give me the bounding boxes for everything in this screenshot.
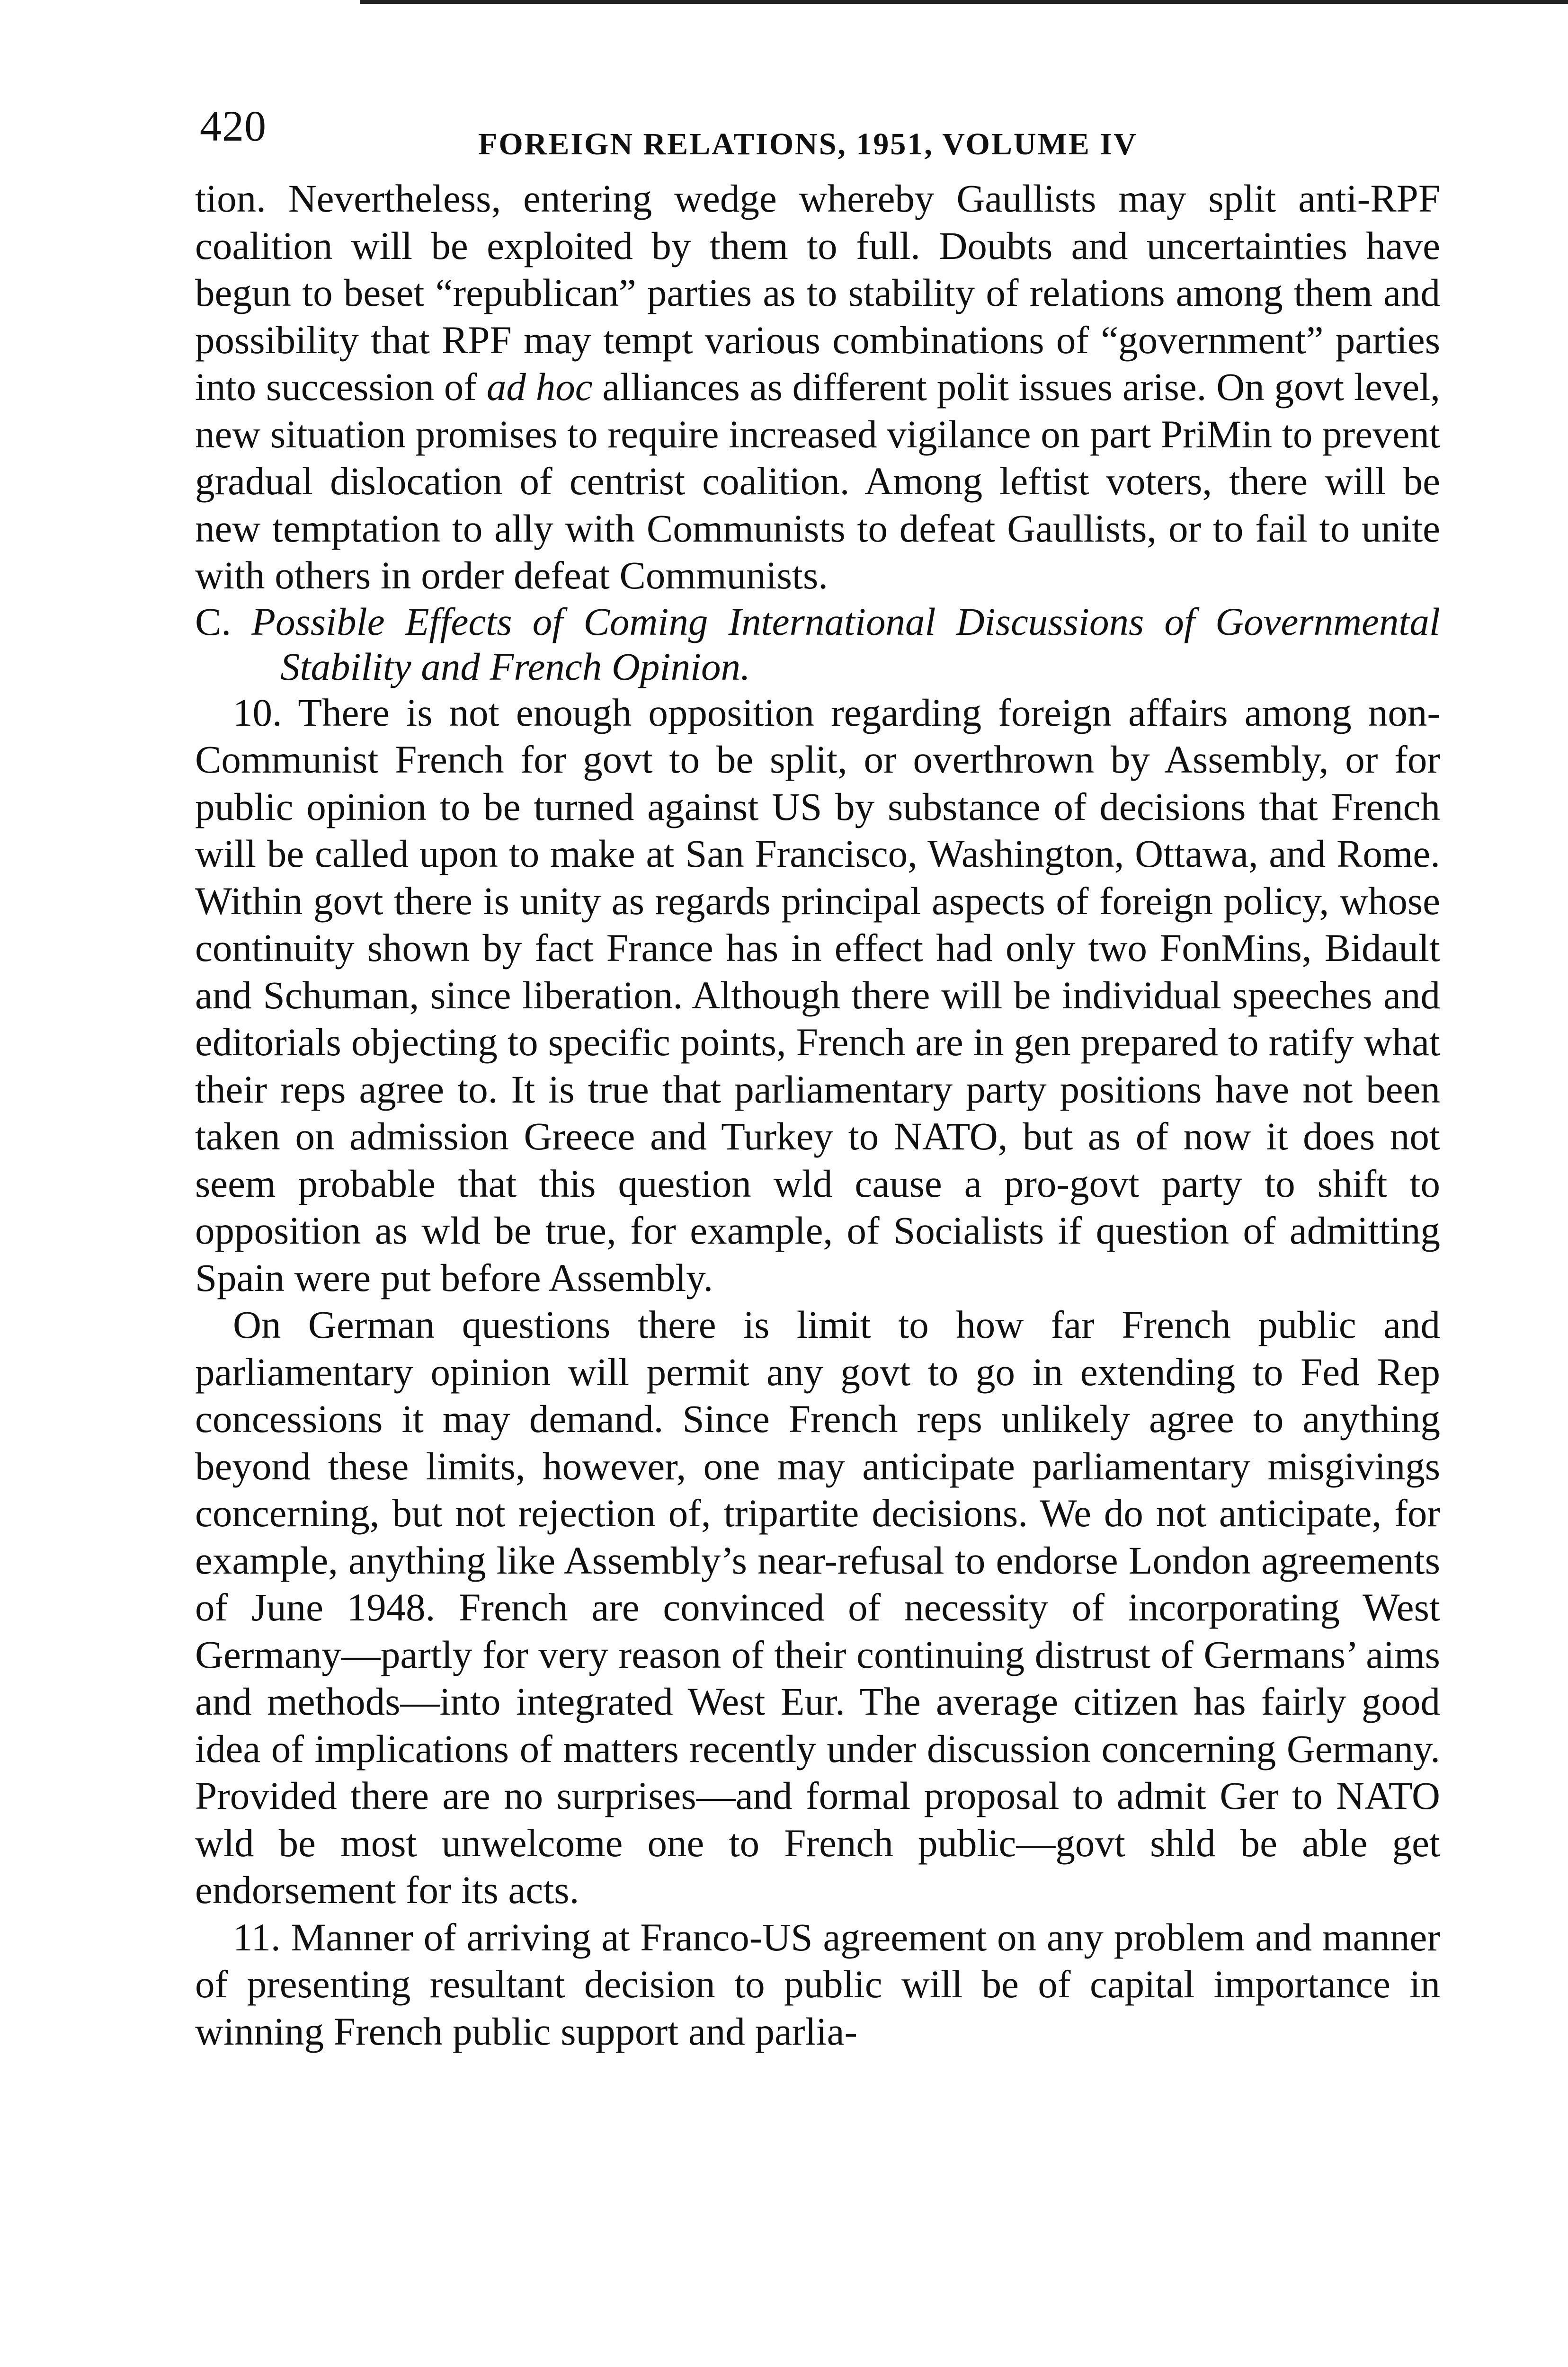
section-heading-c xyxy=(195,599,1440,689)
document-page xyxy=(195,95,1440,2367)
paragraph-continuation-text-b: alliances as different polit issues arise. On govt level, new situation promises to require increased vigilance on part PriMin to prevent gradual dislocation of centrist coalition. Among leftist voters, there will be new temptation to ally with Communists to defeat Gaullists, or to fail to unite with others in order defeat Communists. xyxy=(195,365,1441,597)
paragraph-german-questions: On German questions there is limit to how far French public and parliamentary opinion will permit any govt to go in extending to Fed Rep concessions it may demand. Since French reps unlikely agree to anything beyond these limits, however, one may anticipate parliamentary misgivings concerning, but not rejection of, tripartite decisions. We do not anticipate, for example, anything like Assembly’s near-refusal to endorse London agreements of June 1948. French are convinced of necessity of incorporating West Germany—partly for very reason of their continuing distrust of Germans’ aims and methods—into integrated West Eur. The average citizen has fairly good idea of implications of matters recently under discussion concerning Germany. Provided there are no surprises—and formal proposal to admit Ger to NATO wld be most unwelcome one to French public—govt shld be able get endorsement for its acts. xyxy=(195,1303,1440,1912)
running-title: FOREIGN RELATIONS, 1951, VOLUME IV xyxy=(478,127,1138,161)
italic-ad-hoc: ad hoc xyxy=(486,365,593,409)
paragraph-11: 11. Manner of arriving at Franco-US agreement on any problem and manner of presenting resultant decision to public will be of capital importance in winning French public support and parlia- xyxy=(195,1915,1440,2053)
section-heading-c-label: C. xyxy=(195,599,252,643)
paragraph-continuation xyxy=(195,175,1440,599)
running-header xyxy=(195,95,1440,175)
paragraph-continuation-text-a: tion. Nevertheless, entering wedge whereby Gaullists may split anti-RPF coalition will be exploited by them to full. Doubts and uncertainties have begun to beset “republican” parties as to stability of relations among them and possibility that RPF may tempt various combinations of “government” parties into succession of xyxy=(195,177,1440,409)
body-text xyxy=(195,175,1440,2055)
page-number: 420 xyxy=(200,102,267,150)
section-heading-c-text: Possible Effects of Coming International Discussions of Governmental Stability and French Opinion. xyxy=(251,599,1440,688)
top-border-rule xyxy=(360,0,1568,4)
paragraph-10: 10. There is not enough opposition regarding foreign affairs among non-Communist French for govt to be split, or overthrown by Assembly, or for public opinion to be turned against US by substance of decisions that French will be called upon to make at San Francisco, Washington, Ottawa, and Rome. Within govt there is unity as regards principal aspects of foreign policy, whose continuity shown by fact France has in effect had only two FonMins, Bidault and Schuman, since liberation. Although there will be individual speeches and editorials objecting to specific points, French are in gen prepared to ratify what their reps agree to. It is true that parliamentary party positions have not been taken on admission Greece and Turkey to NATO, but as of now it does not seem probable that this question wld cause a pro-govt party to shift to opposition as wld be true, for example, of Socialists if question of admitting Spain were put before Assembly. xyxy=(195,690,1440,1299)
